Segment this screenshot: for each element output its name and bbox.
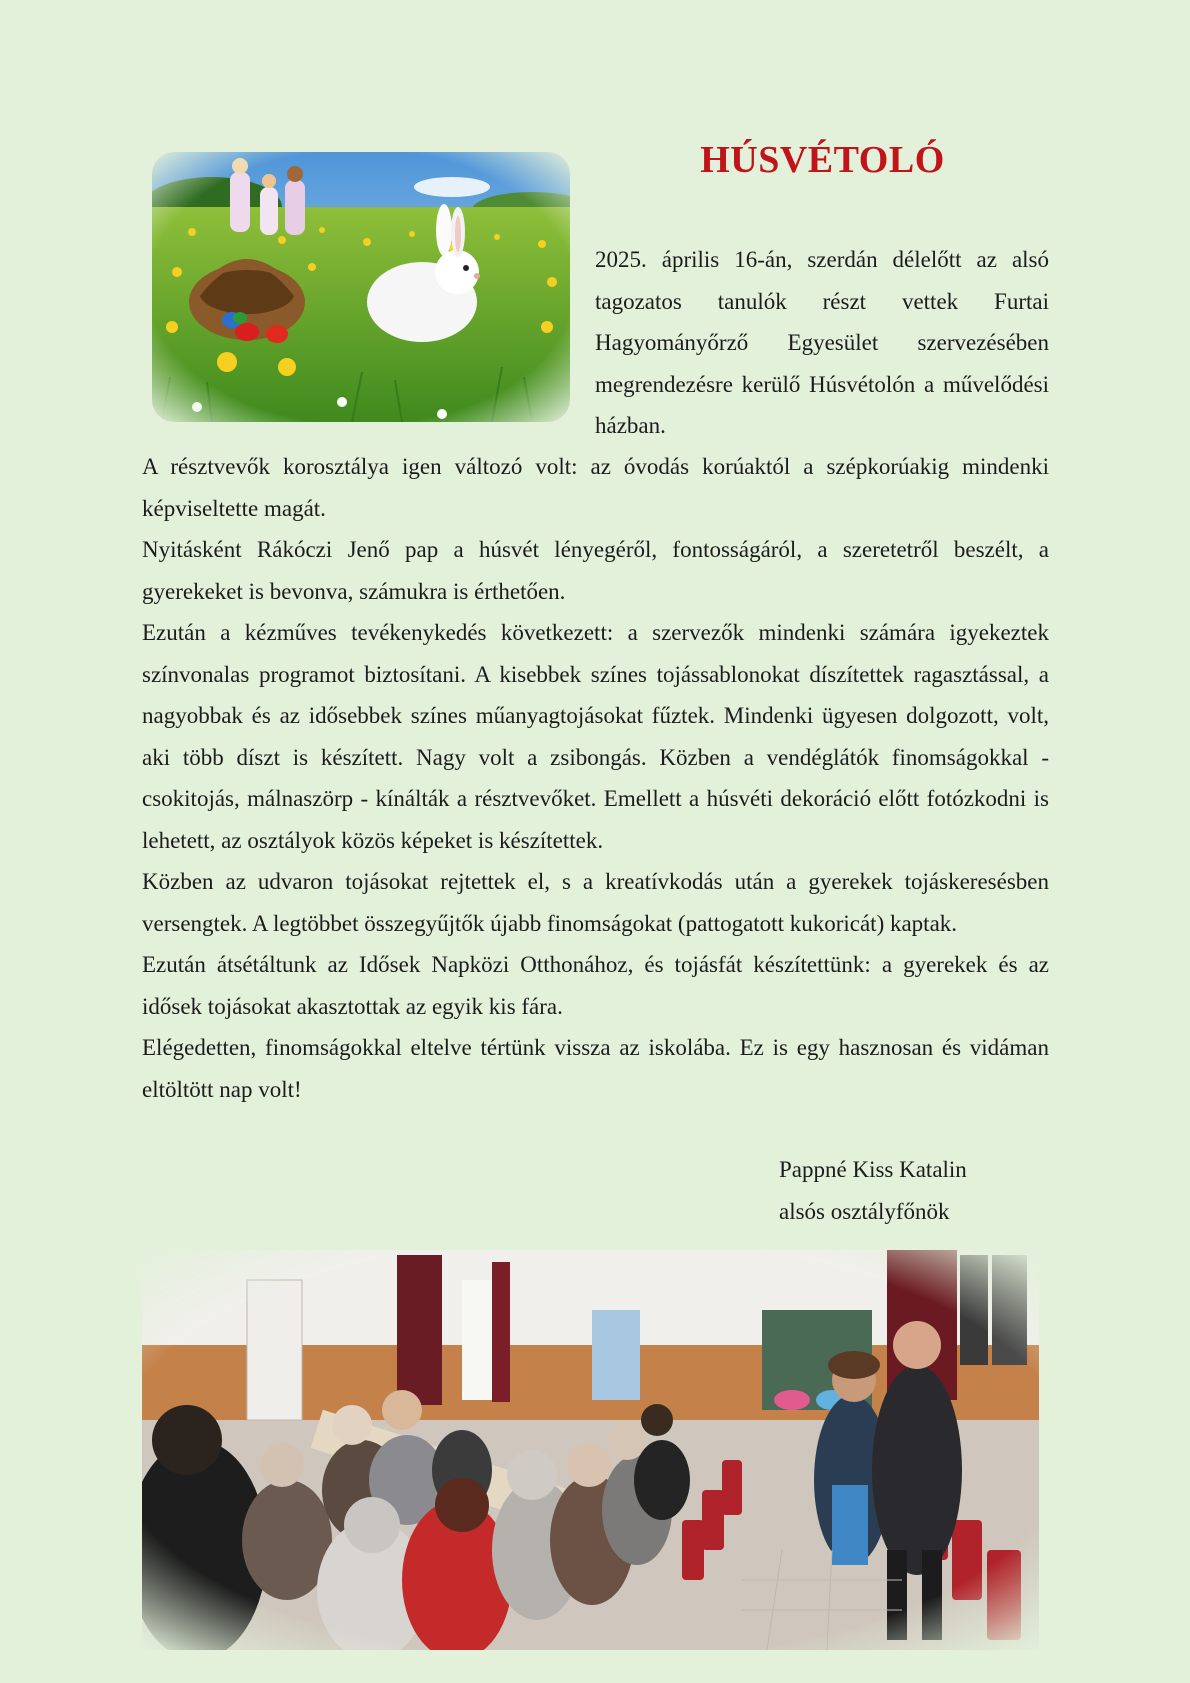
paragraph: Ezután átsétáltunk az Idősek Napközi Otthonához, és tojásfát készítettünk: a gyerekek és az idősek tojásokat akasztottak az egyik kis fára.: [142, 952, 1049, 1019]
signature: [779, 1149, 967, 1232]
event-hall-image: [142, 1250, 1039, 1650]
page-title: HÚSVÉTOLÓ: [700, 139, 945, 181]
paragraph: Nyitásként Rákóczi Jenő pap a húsvét lényegéről, fontosságáról, a szeretetről beszélt, a gyerekeket is bevonva, számukra is érthetően.: [142, 537, 1049, 604]
paragraph: Elégedetten, finomságokkal eltelve tértünk vissza az iskolába. Ez is egy hasznosan és vidáman eltöltött nap volt!: [142, 1035, 1049, 1102]
paragraph: A résztvevők korosztálya igen változó volt: az óvodás korúaktól a szépkorúakig mindenki képviseltette magát.: [142, 454, 1049, 521]
easter-bunny-photo: [152, 152, 570, 422]
easter-scene-image: [152, 152, 570, 422]
event-group-photo: [142, 1250, 1039, 1650]
paragraph: Ezután a kézműves tevékenykedés következett: a szervezők mindenki számára igyekeztek színvonalas programot biztosítani. A kisebbek színes tojássablonokat díszítettek ragasztással, a nagyobbak és az idősebbek színes műanyagtojásokat fűztek. Mindenki ügyesen dolgozott, volt, aki több díszt is készített. Nagy volt a zsibongás. Közben a vendéglátók finomságokkal - csokitojás, málnaszörp - kínálták a résztvevőket. Emellett a húsvéti dekoráció előtt fotózkodni is lehetett, az osztályok közös képeket is készítettek.: [142, 620, 1049, 853]
article-body: [142, 446, 1049, 1110]
signature-name: Pappné Kiss Katalin: [779, 1157, 967, 1182]
signature-role: alsós osztályfőnök: [779, 1198, 950, 1224]
paragraph: Közben az udvaron tojásokat rejtettek el, s a kreatívkodás után a gyerekek tojáskeresésben versengtek. A legtöbbet összegyűjtők újabb finomságokat (pattogatott kukoricát) kaptak.: [142, 869, 1049, 936]
intro-paragraph: 2025. április 16-án, szerdán délelőtt az alsó tagozatos tanulók részt vettek Furtai Hagyományőrző Egyesület szervezésében megrendezésre kerülő Húsvétolón a művelődési házban.: [595, 247, 1049, 438]
